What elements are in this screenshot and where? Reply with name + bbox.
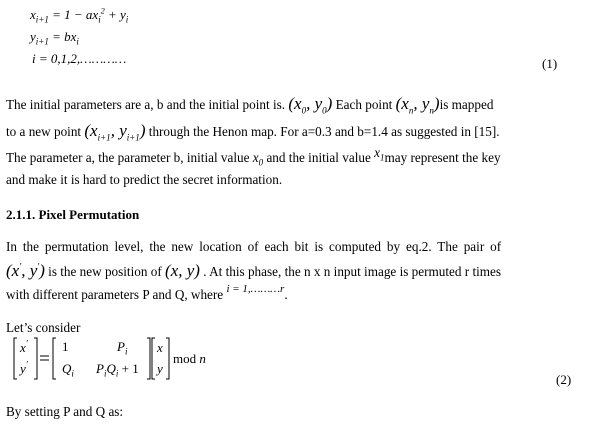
henon-index-range: i = 0,1,2,………… [32, 51, 127, 66]
rhs-y: y [157, 361, 163, 376]
paragraph-2-line-2: (x′, y′) is the new position of (x, y) . At this phase, the n x n input image is permuted r times [6, 261, 502, 280]
equation-number-1: (1) [542, 56, 558, 71]
new-position-formula: (x′, y′) [6, 261, 45, 280]
henon-equation-y: $y_{i+1} = bx_i$ [30, 29, 79, 47]
paragraph-1-line-1: The initial parameters are a, b and the initial point is. ($x_0$, $y_0$) Each point ($x_n$, $y_n)is$ mapped [6, 94, 494, 116]
henon-equation-x: $x_{i+1} = 1 - ax_i^2 + y_i$ [30, 6, 129, 25]
equation-number-2: (2) [556, 372, 572, 387]
paragraph-2-line-3: with different parameters P and Q, where $^{i = 1,\dots\dots\dots r}$. [6, 283, 288, 302]
next-point-formula: ($x_{i+1}$, $y_{i+1}$) [84, 121, 146, 143]
paragraph-1-line-3: The parameter a, the parameter b, initial value $x_0$ and the initial value $x_1may$ represent the key [6, 145, 501, 168]
rhs-x: x [157, 340, 163, 355]
section-heading: 2.1.1. Pixel Permutation [6, 207, 140, 222]
setting-p-q-text: By setting P and Q as: [6, 404, 124, 419]
x0-symbol: $x_0$ [252, 150, 264, 168]
initial-point-formula: ($x_0$, $y_0$) [288, 94, 333, 116]
point-xn-yn-formula: ($x_n$, $y_n$) [395, 94, 440, 116]
paragraph-1-line-4: and make it is hard to predict the secret information. [6, 172, 283, 187]
i-range-formula: i = 1,………r [226, 283, 285, 295]
position-formula: (x, y) [165, 261, 200, 280]
matrix-entry-12: $P_i$ [117, 339, 128, 357]
matrix-entry-22: $P_iQ_i + 1$ [96, 361, 139, 379]
paragraph-1-line-2: to a new point ($x_{i+1}$, $y_{i+1}$) through the Henon map. For a=0.3 and b=1.4 as suggested in [15]. [6, 121, 500, 143]
mod-operator: mod n [173, 351, 206, 366]
lets-consider-text: Let’s consider [6, 320, 81, 335]
matrix-entry-11: 1 [62, 339, 69, 354]
paragraph-2-line-1: In the permutation level, the new location of each bit is computed by eq.2. The pair of [6, 239, 502, 254]
lhs-y-prime: y′ [20, 359, 28, 376]
lhs-x-prime: x′ [20, 338, 28, 355]
matrix-entry-21: $Q_i$ [62, 361, 74, 379]
x1-symbol: $x_1$ [374, 145, 385, 163]
